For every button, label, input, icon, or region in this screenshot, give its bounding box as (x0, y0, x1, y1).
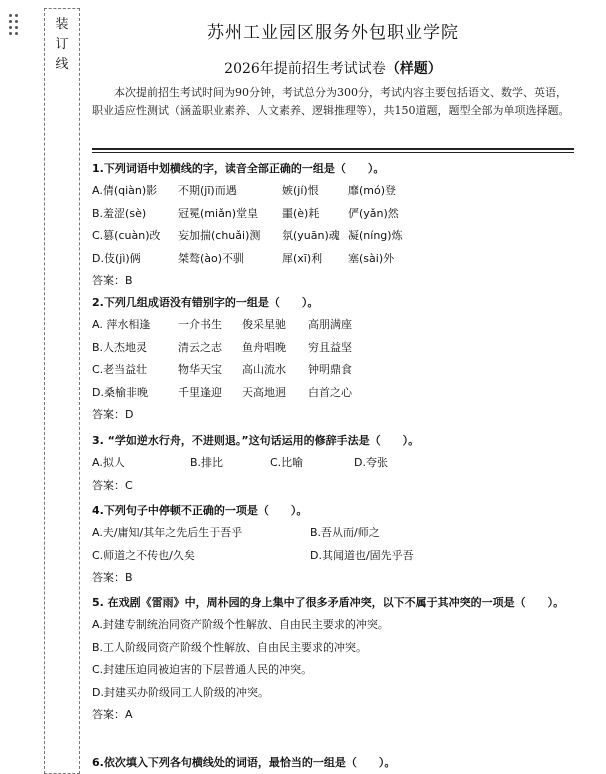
binding-char-3: 线 (55, 57, 69, 72)
answer-text: 答案：B (92, 571, 133, 584)
exam-title-tag: （样题） (385, 61, 442, 77)
option-row (92, 545, 574, 568)
option-item: C.篡(cuàn)改 (92, 229, 161, 242)
option-item: 妄加揣(chuǎi)测 (178, 229, 261, 242)
option-item: A.拟人 (92, 456, 125, 469)
option-row (92, 522, 574, 545)
exam-title-prefix: 2026年提前招生考试试卷 (224, 61, 386, 77)
binding-line-box (44, 8, 80, 774)
option-item: 高朋满座 (308, 318, 352, 331)
binding-label (45, 15, 79, 75)
option-item: 靡(mó)登 (348, 184, 397, 197)
answer-text: 答案：D (92, 408, 134, 421)
question-3 (92, 430, 574, 497)
binding-char-2: 订 (55, 37, 69, 52)
option-item: 一介书生 (178, 318, 222, 331)
option-item: 白首之心 (308, 385, 352, 399)
question-title: 2.下列几组成语没有错别字的一组是（ ）。 (92, 296, 319, 309)
option-row (92, 203, 574, 226)
option-row (92, 314, 574, 337)
question-4 (92, 500, 574, 589)
option-item: B.羞涩(sè) (92, 206, 147, 220)
option-item: A. 萍水相逢 (92, 318, 151, 331)
option-row (92, 180, 574, 203)
option-item: A.夫/庸知/其年之先后生于吾乎 (92, 526, 243, 539)
option-item: 千里逢迎 (178, 385, 222, 399)
exam-title (88, 58, 578, 78)
option-item: 清云之志 (178, 340, 222, 354)
answer-text: 答案：C (92, 478, 133, 492)
option-item: C.老当益壮 (92, 363, 148, 376)
option-row: B.工人阶级同资产阶级个性解放、自由民主要求的冲突。 (92, 640, 368, 654)
option-item: B.吾从而/师之 (310, 526, 380, 539)
option-item: 俨(yǎn)然 (348, 206, 399, 220)
question-title: 1.下列词语中划横线的字，读音全部正确的一组是（ ）。 (92, 162, 385, 175)
option-item: 俊采星驰 (242, 318, 286, 331)
option-row (92, 452, 574, 475)
option-item: 穷且益坚 (308, 340, 352, 354)
question-6 (92, 752, 574, 774)
option-item: 桀骜(ào)不驯 (178, 251, 245, 265)
option-item: 不期(jī)而遇 (178, 184, 237, 197)
option-item: D.桑榆非晚 (92, 385, 148, 399)
question-5 (92, 592, 574, 726)
question-2 (92, 292, 574, 426)
option-row (92, 382, 574, 405)
option-row (92, 337, 574, 360)
option-item: 塞(sài)外 (348, 251, 395, 265)
option-item: 物华天宝 (178, 363, 222, 376)
option-item: B.排比 (190, 456, 224, 469)
question-title: 3. “学如逆水行舟，不进则退。”这句话运用的修辞手法是（ ）。 (92, 434, 420, 447)
exam-intro: 本次提前招生考试时间为90分钟，考试总分为300分，考试内容主要包括语文、数学、英语，职业适应性测试（涵盖职业素养、人文素养、逻辑推理等），共150道题，题型全部为单项选择题。 (92, 86, 570, 117)
answer-text: 答案：B (92, 274, 133, 287)
option-item: 嫉(jí)恨 (282, 184, 319, 197)
option-item: D.伎(jì)俩 (92, 251, 141, 265)
drag-handle-icon-col2[interactable] (15, 14, 29, 38)
header-divider-thin (92, 152, 574, 153)
question-title: 5. 在戏剧《雷雨》中，周朴园的身上集中了很多矛盾冲突，以下不属于其冲突的一项是（ ）。 (92, 596, 565, 609)
option-row: A.封建专制统治同资产阶级个性解放、自由民主要求的冲突。 (92, 618, 389, 631)
answer-text: 答案：A (92, 708, 133, 721)
option-row: D.封建买办阶级同工人阶级的冲突。 (92, 685, 269, 699)
option-row (92, 225, 574, 248)
header-divider-thick (92, 148, 574, 150)
question-title: 4.下列句子中停顿不正确的一项是（ ）。 (92, 504, 308, 517)
option-item: 氛(yuān)魂 (282, 229, 340, 242)
option-item: D.夸张 (354, 456, 388, 469)
binding-char-1: 装 (55, 17, 69, 32)
option-item: D.其闻道也/固先乎吾 (310, 548, 414, 562)
option-item: 冠冕(miǎn)堂皇 (178, 206, 259, 220)
question-1 (92, 158, 574, 292)
school-name: 苏州工业园区服务外包职业学院 (207, 23, 459, 43)
option-row (92, 248, 574, 271)
option-item: C.比喻 (270, 456, 304, 469)
option-item: 钟明鼎食 (308, 363, 352, 376)
option-item: 噩(è)耗 (282, 206, 320, 220)
option-item: 高山流水 (242, 363, 286, 376)
option-item: 天高地迥 (242, 385, 286, 399)
option-item: C.师道之不传也/久矣 (92, 548, 195, 562)
question-title: 6.依次填入下列各句横线处的词语，最恰当的一组是（ ）。 (92, 756, 396, 769)
option-row: C.封建压迫同被迫害的下层普通人民的冲突。 (92, 663, 313, 676)
option-item: B.人杰地灵 (92, 340, 148, 354)
option-item: A.倩(qiàn)影 (92, 184, 158, 197)
option-item: 鱼舟唱晚 (242, 340, 286, 354)
option-item: 犀(xī)利 (282, 251, 323, 265)
option-item: 凝(níng)炼 (348, 229, 403, 242)
option-row (92, 359, 574, 382)
